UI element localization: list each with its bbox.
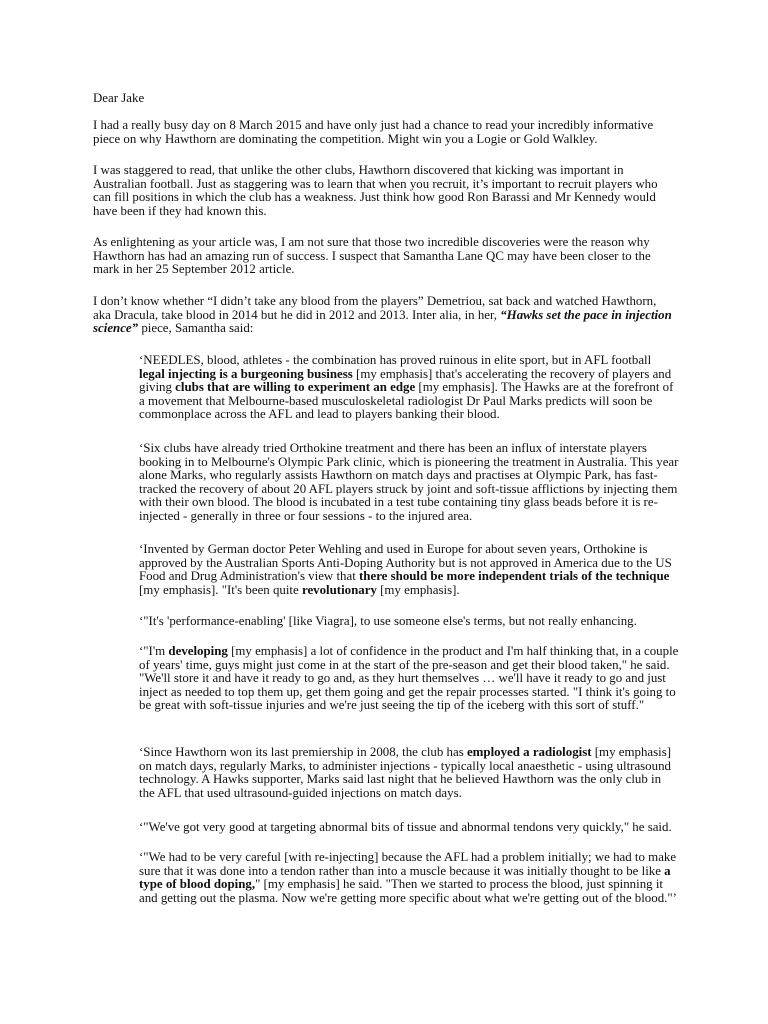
quote-6 bbox=[139, 746, 679, 800]
quote-text: ‘"We had to be very careful [with re-injecting] because the AFL had a problem initially; we had to make sure that it was done into a tendon rather than into a muscle because it was initially thought to be like bbox=[139, 850, 677, 878]
p4-text: I don’t know whether “I didn’t take any blood from the players” Demetriou, sat back and watched Hawthorn, aka Dracula, take blood in 2014 but he did in 2012 and 2013. Inter alia, in her, bbox=[93, 294, 657, 322]
p4-text-end: piece, Samantha said: bbox=[138, 321, 254, 336]
quote-text: [my emphasis] that's accelerating the recovery of players and giving bbox=[139, 366, 672, 395]
emphasis: revolutionary bbox=[301, 582, 377, 597]
quote-1 bbox=[139, 354, 679, 422]
quote-text: ‘Since Hawthorn won its last premiership in 2008, the club has bbox=[139, 745, 467, 759]
quote-text: [my emphasis]. "It's been quite bbox=[139, 582, 302, 597]
quote-text: " [my emphasis] he said. "Then we started to process the blood, just spinning it and getting out the plasma. Now we're getting more specific about what we're getting out of the blood."’ bbox=[139, 877, 677, 905]
quote-8 bbox=[139, 851, 679, 905]
article-title: “Hawks set the pace in injection science” bbox=[93, 307, 672, 336]
quote-text: [my emphasis] a lot of confidence in the product and I'm half thinking that, in a couple of years' time, guys might just come in at the start of the pre-season and get their blood taken," he said. "We'll store it and have it ready to go and, as they hurt themselves … we'll have it ready to go and just inject as needed to top them up, get them going and get the repair processes started. "I think it's going to be great with soft-tissue injuries and we're just seeing the tip of the iceberg with this sort of stuff." bbox=[139, 644, 679, 713]
emphasis: legal injecting is a burgeoning business bbox=[139, 366, 353, 381]
quote-text: [my emphasis]. The Hawks are at the forefront of a movement that Melbourne-based musculoskeletal radiologist Dr Paul Marks predicts will soon be commonplace across the AFL and lead to players banking their blood. bbox=[139, 380, 674, 422]
paragraph-4 bbox=[93, 295, 675, 336]
salutation: Dear Jake bbox=[93, 91, 145, 105]
quote-text: [my emphasis]. bbox=[376, 582, 460, 597]
paragraph-3: As enlightening as your article was, I am not sure that those two incredible discoveries were the reason why Hawthorn has had an amazing run of success. I suspect that Samantha Lane QC may have been closer to the mark in her 25 September 2012 article. bbox=[93, 235, 651, 277]
quote-5 bbox=[139, 645, 679, 713]
emphasis: there should be more independent trials of the technique bbox=[359, 569, 670, 584]
emphasis: employed a radiologist bbox=[466, 745, 592, 759]
quote-2: ‘Six clubs have already tried Orthokine treatment and there has been an influx of interstate players booking in to Melbourne's Olympic Park clinic, which is pioneering the treatment in Australia. This year alone Marks, who regularly assists Hawthorn on match days and practises at Olympic Park, has fast-tracked the recovery of about 20 AFL players struck by joint and soft-tissue afflictions by injecting them with their own blood. The blood is incubated in a test tube containing tiny glass beads before it is re-injected - generally in three or four sessions - to the injured area. bbox=[139, 441, 679, 523]
quote-text: [my emphasis] on match days, regularly Marks, to administer injections - typically local anaesthetic - using ultrasound technology. A Hawks supporter, Marks said last night that he believed Hawthorn was the only club in the AFL that used ultrasound-guided injections on match days. bbox=[139, 745, 672, 800]
quote-text: ‘NEEDLES, blood, athletes - the combination has proved ruinous in elite sport, but in AFL football bbox=[139, 353, 652, 367]
emphasis: a type of blood doping, bbox=[139, 863, 671, 892]
paragraph-1: I had a really busy day on 8 March 2015 and have only just had a chance to read your incredibly informative piece on why Hawthorn are dominating the competition. Might win you a Logie or Gold Walkley. bbox=[93, 118, 654, 146]
emphasis: clubs that are willing to experiment an edge bbox=[175, 380, 416, 395]
quote-text: ‘Invented by German doctor Peter Wehling and used in Europe for about seven years, Orthokine is approved by the Australian Sports Anti-Doping Authority but is not approved in America due to the US Food and Drug Administration's view that bbox=[139, 542, 672, 584]
emphasis: developing bbox=[168, 644, 228, 658]
paragraph-2: I was staggered to read, that unlike the other clubs, Hawthorn discovered that kicking was important in Australian football. Just as staggering was to learn that when you recruit, it’s important to recruit players who can fill positions in which the club has a weakness. Just think how good Ron Barassi and Mr Kennedy would have been if they had known this. bbox=[93, 163, 658, 218]
quote-4: ‘"It's 'performance-enabling' [like Viagra], to use someone else's terms, but not really enhancing. bbox=[139, 614, 637, 628]
quote-text: ‘"I'm bbox=[139, 644, 169, 658]
quote-3 bbox=[139, 543, 679, 597]
quote-7: ‘"We've got very good at targeting abnormal bits of tissue and abnormal tendons very quickly," he said. bbox=[139, 820, 672, 834]
